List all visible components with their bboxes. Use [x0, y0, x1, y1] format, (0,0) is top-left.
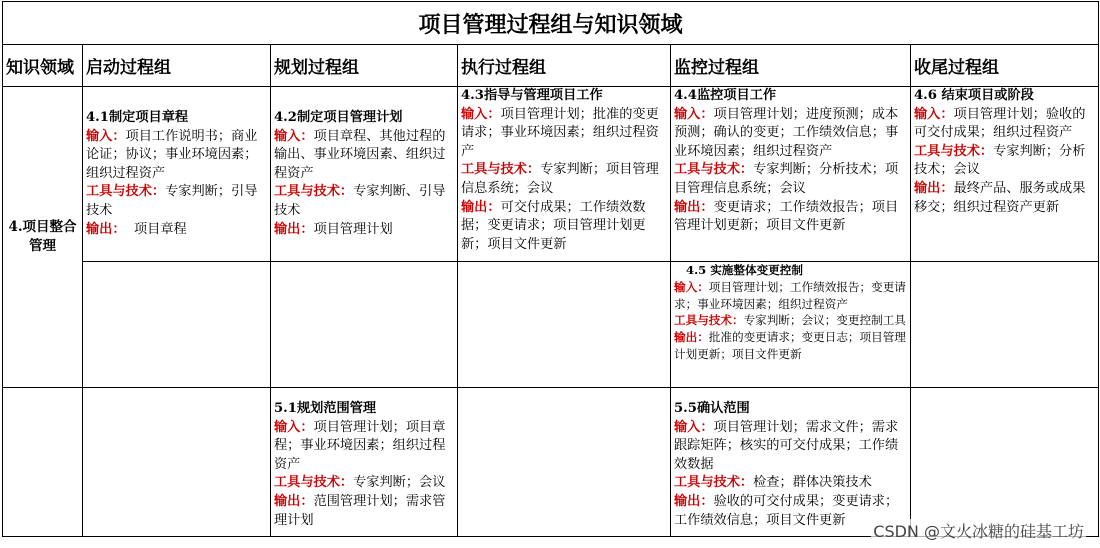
process-tools: 专家判断；项目管理信息系统；会议 — [461, 162, 659, 196]
header-initiating: 启动过程组 — [83, 45, 271, 87]
process-5-1 — [271, 388, 458, 537]
empty-cell — [83, 388, 271, 537]
process-name: 4.1制定项目章程 — [86, 110, 189, 125]
process-output: 项目管理计划 — [313, 221, 393, 237]
process-input: 项目章程、其他过程的输出、事业环境因素、组织过程资产 — [274, 128, 446, 181]
process-tools: 专家判断；引导技术 — [86, 184, 258, 218]
tools-label: 工具与技术： — [461, 162, 541, 178]
tools-label: 工具与技术： — [674, 313, 744, 328]
input-label: 输入： — [674, 419, 714, 435]
process-4-5 — [671, 262, 911, 388]
header-planning: 规划过程组 — [271, 45, 458, 87]
empty-cell — [271, 262, 458, 388]
process-output: 最终产品、服务或成果移交；组织过程资产更新 — [914, 180, 1086, 215]
header-monitoring: 监控过程组 — [671, 45, 911, 87]
output-label: 输出： — [86, 221, 126, 237]
output-label: 输出： — [274, 221, 314, 237]
process-tools: 专家判断；会议 — [353, 475, 446, 491]
process-output: 批准的变更请求；变更日志；项目管理计划更新；项目文件更新 — [674, 330, 906, 361]
output-label: 输出： — [914, 180, 954, 196]
header-executing: 执行过程组 — [458, 45, 671, 87]
table-title: 项目管理过程组与知识领域 — [3, 2, 1099, 45]
process-tools: 专家判断、引导技术 — [274, 184, 446, 218]
tools-label: 工具与技术： — [86, 184, 166, 200]
process-name: 5.1规划范围管理 — [274, 401, 377, 416]
output-label: 输出： — [274, 493, 314, 509]
input-label: 输入： — [914, 106, 954, 122]
process-tools: 专家判断；分析技术；项目管理信息系统；会议 — [674, 162, 899, 196]
process-name: 4.3指导与管理项目工作 — [461, 88, 603, 103]
process-output: 变更请求；工作绩效报告；项目管理计划更新；项目文件更新 — [674, 199, 899, 234]
process-4-6 — [911, 87, 1099, 262]
tools-label: 工具与技术： — [674, 162, 754, 178]
process-input: 项目管理计划；验收的可交付成果；组织过程资产 — [914, 106, 1086, 141]
process-name: 4.2制定项目管理计划 — [274, 110, 403, 125]
header-knowledge-area: 知识领域 — [3, 45, 83, 87]
process-input: 项目管理计划；需求文件；需求跟踪矩阵；核实的可交付成果；工作绩效数据 — [674, 419, 899, 472]
process-name: 4.6 结束项目或阶段 — [914, 88, 1034, 103]
process-input: 项目管理计划；工作绩效报告；变更请求；事业环境因素；组织过程资产 — [674, 279, 906, 311]
empty-cell — [83, 262, 271, 388]
process-output: 项目章程 — [133, 221, 187, 237]
process-tools: 专家判断；会议；变更控制工具 — [743, 313, 906, 328]
process-input: 项目管理计划；进度预测；成本预测；确认的变更；工作绩效信息；事业环境因素；组织过程资产 — [674, 106, 899, 159]
tools-label: 工具与技术： — [914, 143, 994, 159]
watermark: CSDN @文火冰糖的硅基工坊 — [871, 519, 1086, 542]
empty-cell — [911, 262, 1099, 388]
process-4-1 — [83, 87, 271, 262]
empty-cell — [458, 388, 671, 537]
empty-cell — [458, 262, 671, 388]
process-name: 5.5确认范围 — [674, 401, 750, 416]
empty-cell — [3, 388, 83, 537]
output-label: 输出： — [674, 199, 714, 215]
knowledge-area-integration: 4.项目整合管理 — [3, 87, 83, 388]
process-name: 4.5 实施整体变更控制 — [686, 263, 803, 277]
tools-label: 工具与技术： — [674, 475, 754, 491]
process-4-2 — [271, 87, 458, 262]
input-label: 输入： — [461, 106, 501, 122]
process-4-4 — [671, 87, 911, 262]
process-tools: 专家判断；分析技术；会议 — [914, 143, 1086, 178]
header-closing: 收尾过程组 — [911, 45, 1099, 87]
tools-label: 工具与技术： — [274, 184, 354, 200]
input-label: 输入： — [274, 419, 314, 435]
tools-label: 工具与技术： — [274, 475, 354, 491]
process-output: 可交付成果；工作绩效数据；变更请求；项目管理计划更新；项目文件更新 — [461, 199, 646, 252]
input-label: 输入： — [274, 128, 314, 144]
process-4-3 — [458, 87, 671, 262]
process-name: 4.4监控项目工作 — [674, 88, 777, 103]
output-label: 输出： — [674, 330, 709, 345]
input-label: 输入： — [674, 106, 714, 122]
process-5-5 — [671, 388, 911, 537]
process-tools: 检查；群体决策技术 — [753, 475, 872, 491]
output-label: 输出： — [461, 199, 501, 215]
process-input: 项目管理计划；批准的变更请求；事业环境因素；组织过程资产 — [461, 106, 659, 159]
process-input: 项目工作说明书；商业论证；协议；事业环境因素；组织过程资产 — [86, 128, 258, 181]
process-output: 范围管理计划；需求管理计划 — [274, 493, 446, 528]
input-label: 输入： — [674, 279, 709, 294]
process-input: 项目管理计划；项目章程；事业环境因素；组织过程资产 — [274, 419, 446, 472]
process-output: 验收的可交付成果；变更请求；工作绩效信息；项目文件更新 — [674, 493, 899, 528]
input-label: 输入： — [86, 128, 126, 144]
output-label: 输出： — [674, 493, 714, 509]
process-knowledge-table — [2, 1, 1099, 537]
empty-cell — [911, 388, 1099, 537]
